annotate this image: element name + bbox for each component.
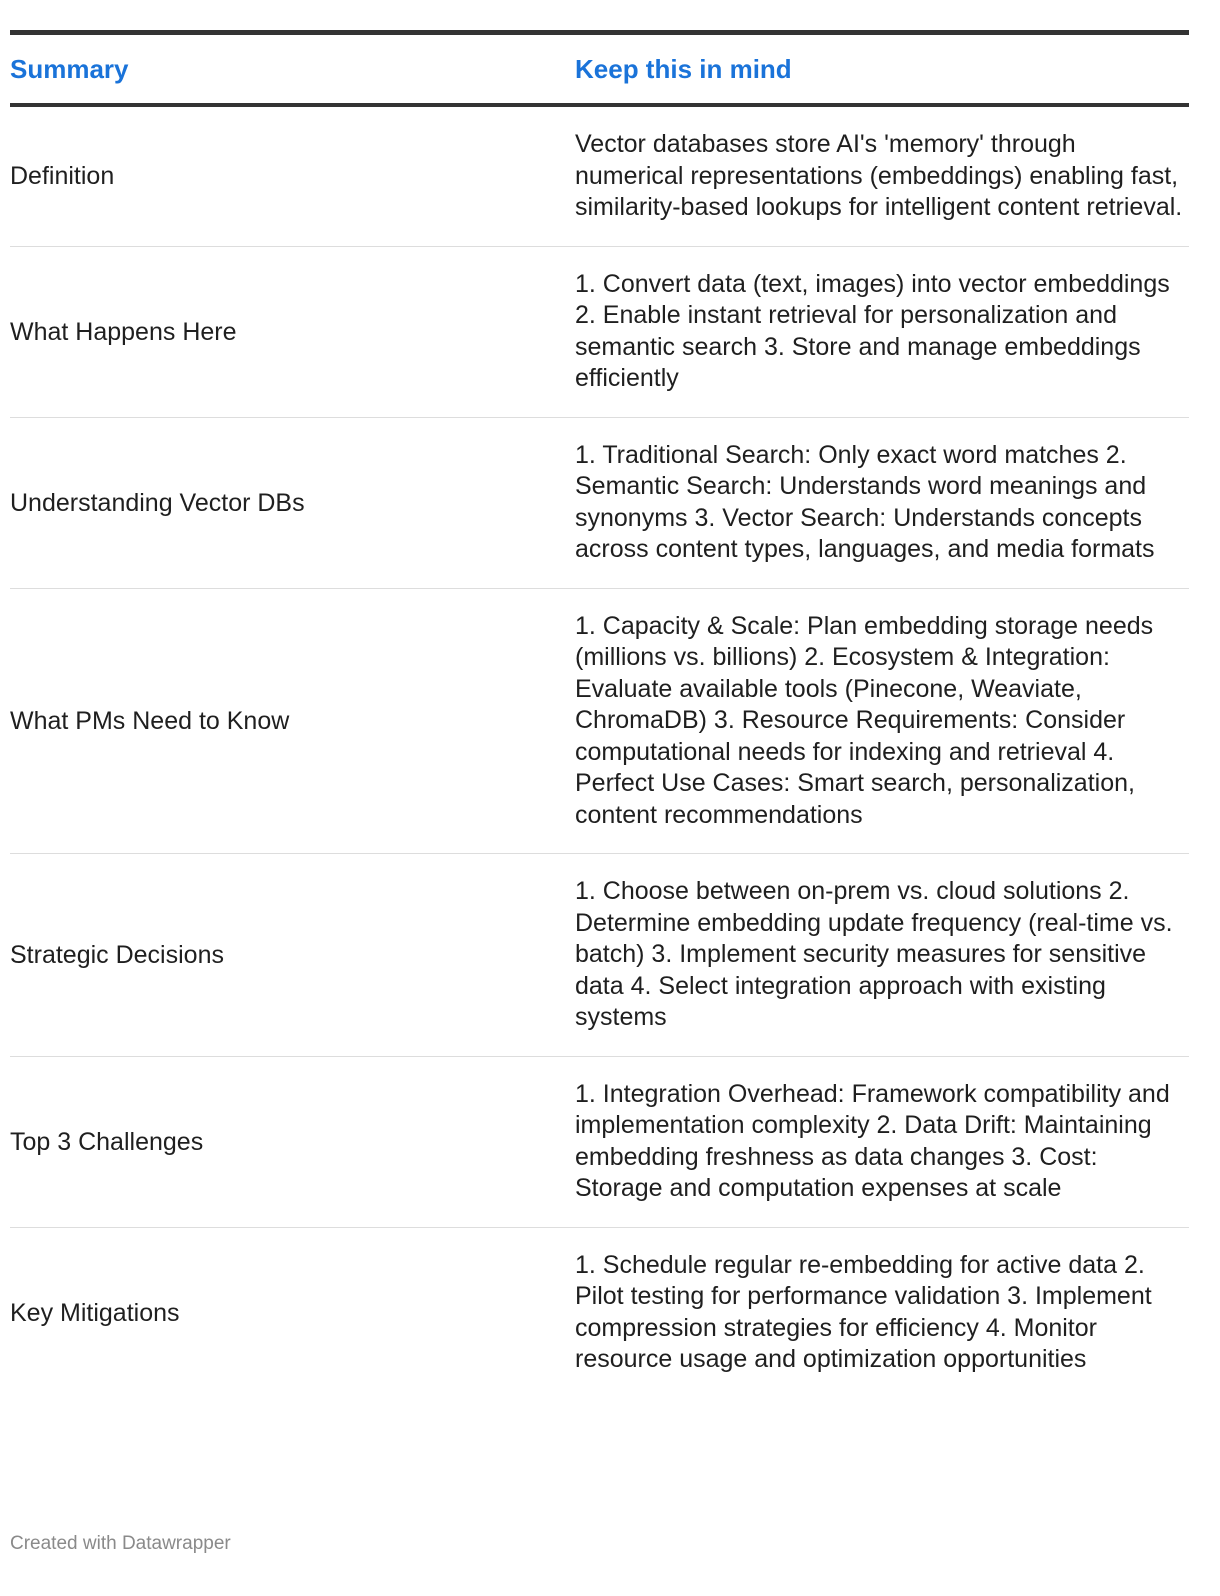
table-row: [10, 107, 1189, 247]
table-row: [10, 1057, 1189, 1228]
row-text: 1. Integration Overhead: Framework compatibility and implementation complexity 2. Data Drift: Maintaining embedding freshness as data changes 3. Cost: Storage and computation expenses at scale: [575, 1079, 1170, 1202]
row-text: 1. Schedule regular re-embedding for active data 2. Pilot testing for performance validation 3. Implement compression strategies for efficiency 4. Monitor resource usage and optimization opportunities: [575, 1250, 1152, 1373]
table-header-row: [10, 35, 1189, 107]
row-label: Understanding Vector DBs: [10, 488, 305, 517]
row-label: Key Mitigations: [10, 1298, 180, 1327]
row-text: 1. Traditional Search: Only exact word matches 2. Semantic Search: Understands word meanings and synonyms 3. Vector Search: Understands concepts across content types, languages, and media formats: [575, 440, 1155, 563]
row-text: Vector databases store AI's 'memory' through numerical representations (embeddings) enabling fast, similarity-based lookups for intelligent content retrieval.: [575, 130, 1183, 221]
row-label: Definition: [10, 162, 115, 191]
column-header-keep-in-mind: Keep this in mind: [575, 53, 792, 84]
row-text: 1. Capacity & Scale: Plan embedding storage needs (millions vs. billions) 2. Ecosystem & Integration: Evaluate available tools (Pinecone, Weaviate, ChromaDB) 3. Resource Requirements: Consider computational needs for indexing and retrieval 4. Perfect Use Cases: Smart search, personalization, content recommendations: [575, 611, 1154, 829]
row-label: Strategic Decisions: [10, 940, 224, 969]
row-text: 1. Choose between on-prem vs. cloud solutions 2. Determine embedding update frequency (real-time vs. batch) 3. Implement security measures for sensitive data 4. Select integration approach with existing systems: [575, 877, 1173, 1031]
table-row: [10, 854, 1189, 1057]
table-row: [10, 418, 1189, 589]
row-label: What Happens Here: [10, 317, 237, 346]
datawrapper-credit: Created with Datawrapper: [10, 1533, 231, 1554]
table-row: [10, 1228, 1189, 1398]
row-label: What PMs Need to Know: [10, 706, 290, 735]
row-text: 1. Convert data (text, images) into vector embeddings 2. Enable instant retrieval for personalization and semantic search 3. Store and manage embeddings efficiently: [575, 269, 1170, 392]
table-row: [10, 247, 1189, 418]
column-header-summary: Summary: [10, 53, 129, 84]
row-label: Top 3 Challenges: [10, 1127, 204, 1156]
table-row: [10, 589, 1189, 855]
summary-table: [10, 30, 1189, 1398]
